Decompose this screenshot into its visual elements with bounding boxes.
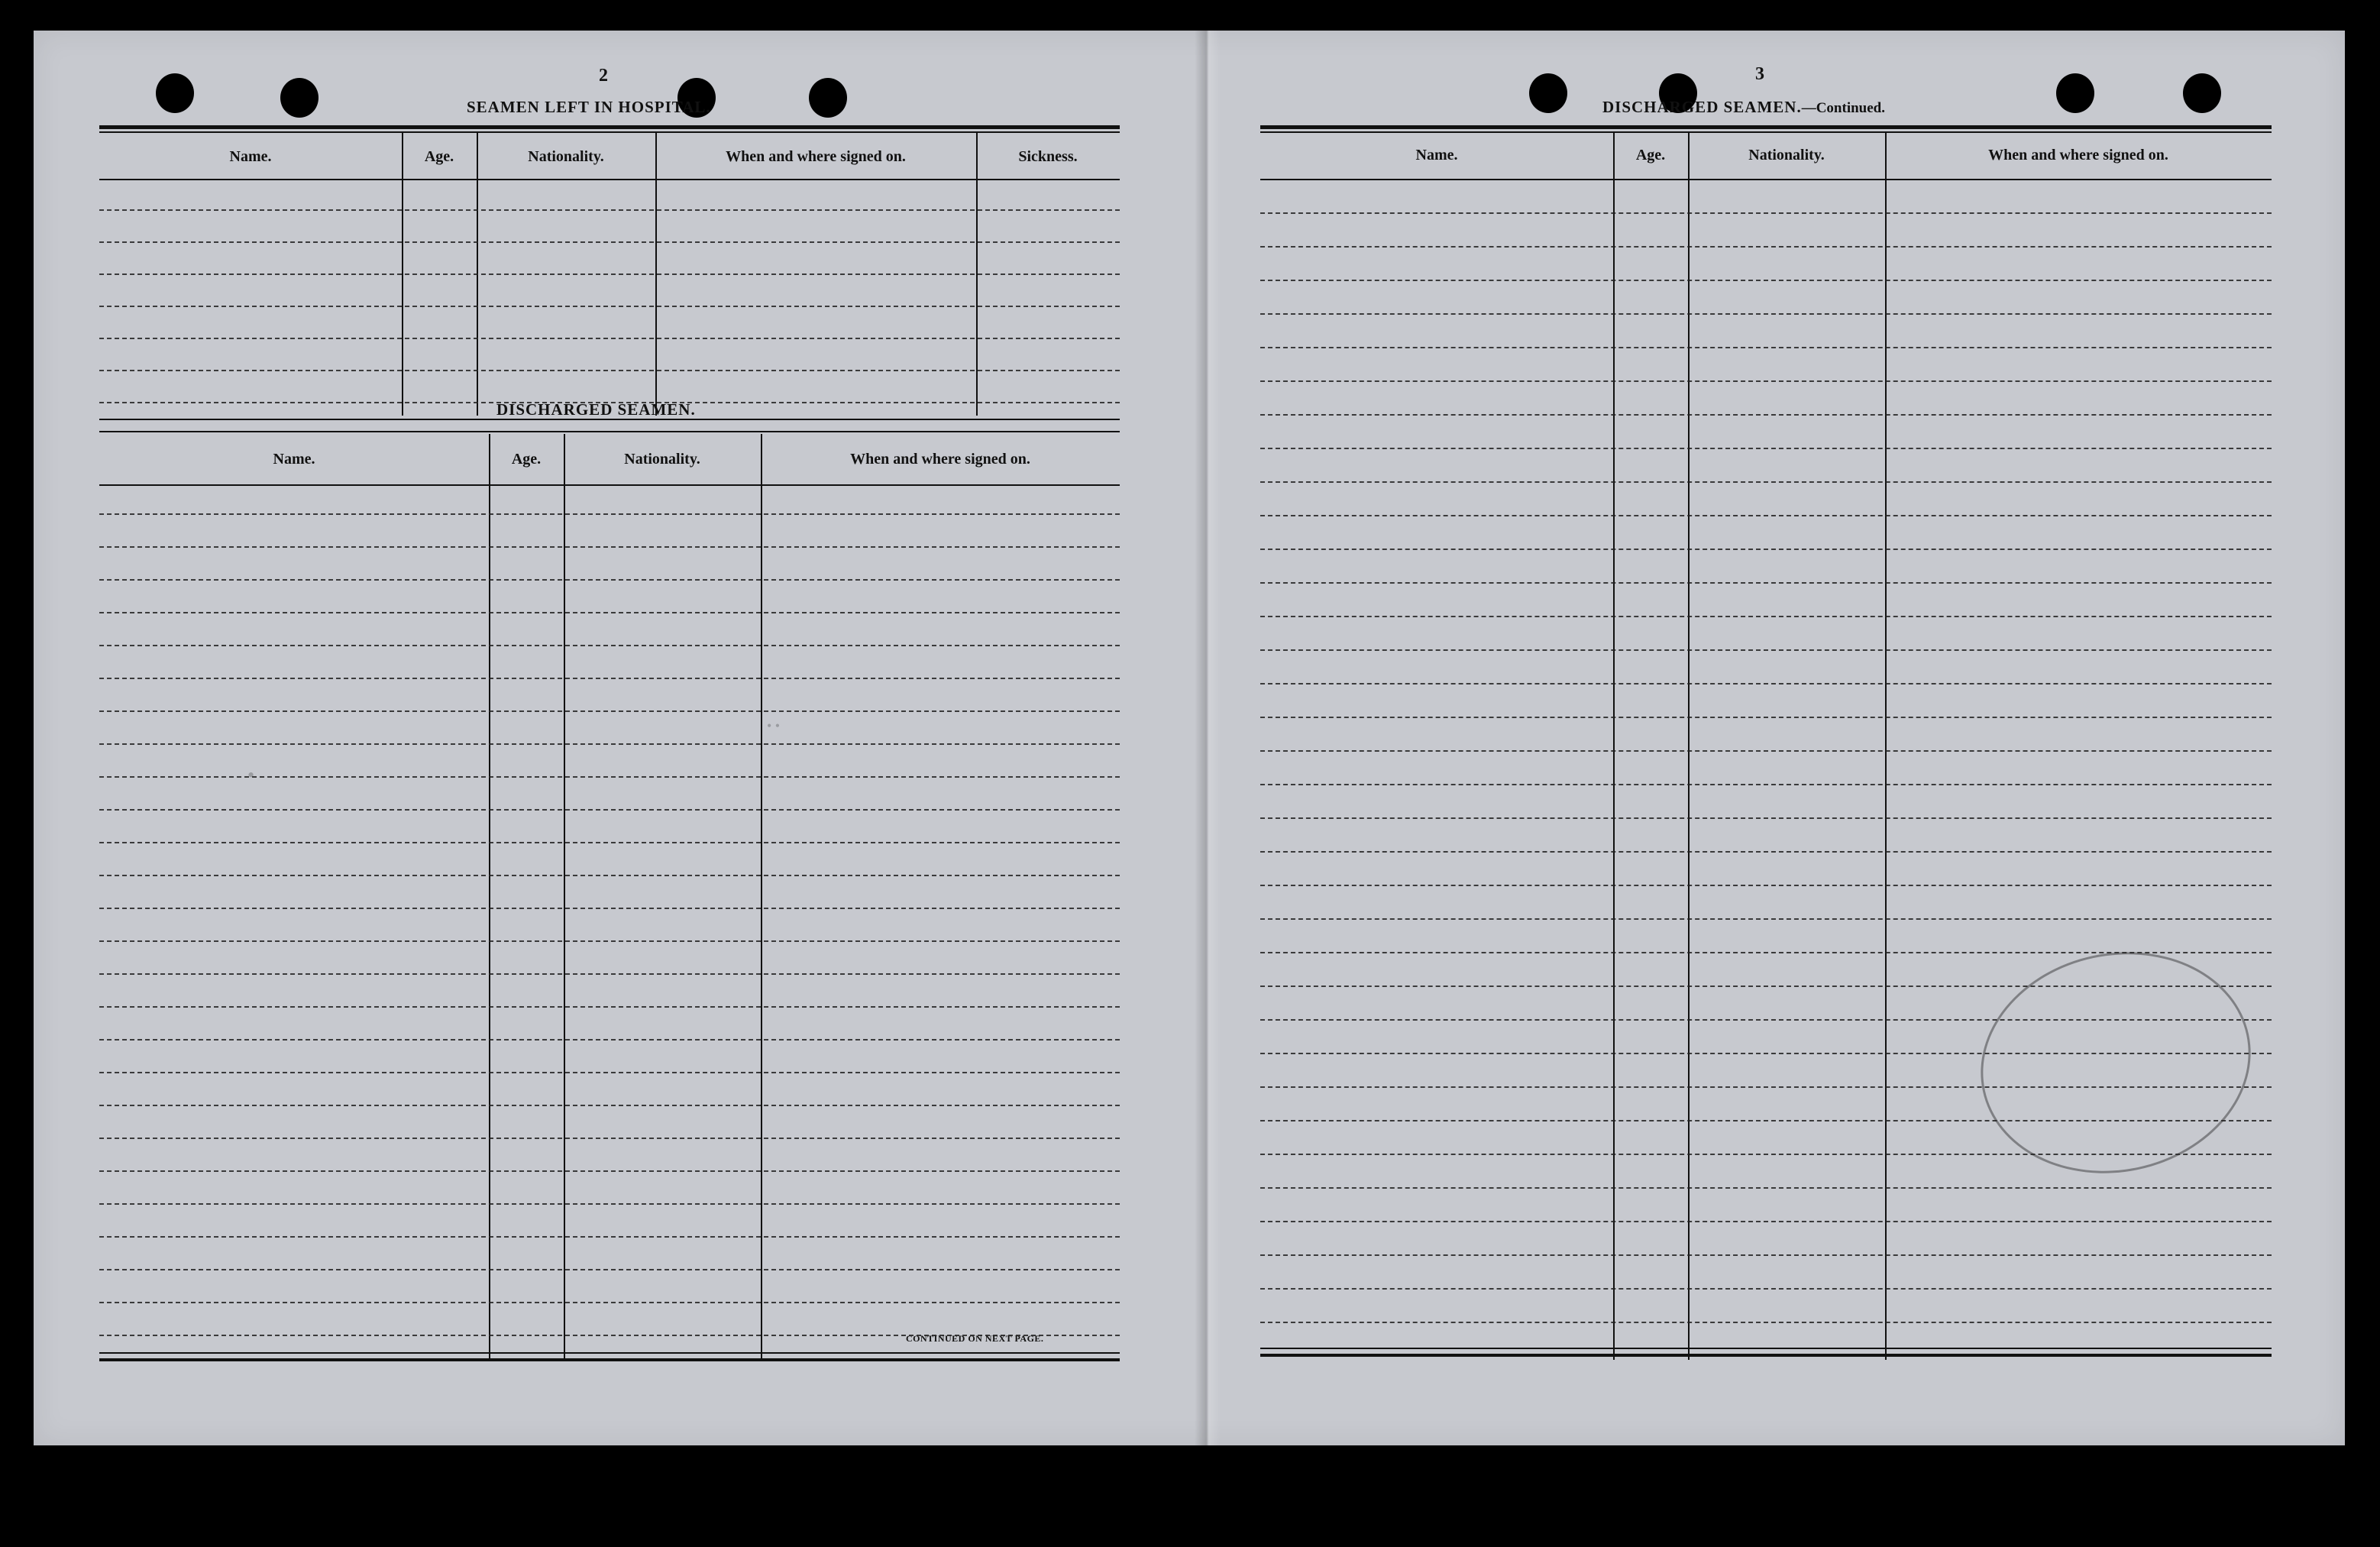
hospital-table <box>99 125 1120 423</box>
entry-row[interactable] <box>1260 280 2272 281</box>
discharged-continued-title <box>1602 98 1885 117</box>
entry-row[interactable] <box>99 273 1120 275</box>
entry-row[interactable] <box>1260 448 2272 449</box>
entry-row[interactable] <box>1260 649 2272 651</box>
entry-row[interactable] <box>1260 246 2272 248</box>
entry-row[interactable] <box>99 1006 1120 1008</box>
column-header-name: Name. <box>229 148 272 165</box>
entry-row[interactable] <box>99 645 1120 646</box>
discharged-section-title: DISCHARGED SEAMEN. <box>496 400 696 419</box>
discharged-table-right <box>1260 125 2272 1363</box>
entry-row[interactable] <box>1260 582 2272 584</box>
entry-row[interactable] <box>1260 784 2272 785</box>
entry-row[interactable] <box>1260 851 2272 853</box>
punch-hole <box>1529 73 1567 113</box>
entry-row[interactable] <box>99 1302 1120 1303</box>
entry-row[interactable] <box>99 678 1120 679</box>
entry-row[interactable] <box>1260 1187 2272 1189</box>
column-header-nationality: Nationality. <box>528 148 604 165</box>
column-header-age: Age. <box>424 148 454 165</box>
document-sheet <box>34 31 2345 1445</box>
entry-row[interactable] <box>99 546 1120 548</box>
punch-hole <box>2056 73 2094 113</box>
entry-row[interactable] <box>1260 1254 2272 1256</box>
entry-row[interactable] <box>99 1269 1120 1270</box>
entry-row[interactable] <box>1260 1322 2272 1323</box>
entry-row[interactable] <box>1260 481 2272 483</box>
entry-row[interactable] <box>1260 817 2272 819</box>
entry-row[interactable] <box>99 241 1120 243</box>
discharged-table-left <box>99 431 1120 1363</box>
entry-row[interactable] <box>99 776 1120 778</box>
entry-row[interactable] <box>1260 683 2272 684</box>
column-header-name: Name. <box>1415 147 1458 163</box>
entry-row[interactable] <box>99 743 1120 745</box>
entry-row[interactable] <box>99 612 1120 613</box>
column-header-signed-on: When and where signed on. <box>1988 147 2168 163</box>
entry-row[interactable] <box>99 306 1120 307</box>
entry-row[interactable] <box>99 973 1120 975</box>
page-number-left: 2 <box>599 66 608 86</box>
entry-row[interactable] <box>99 1236 1120 1238</box>
entry-row[interactable] <box>99 1203 1120 1205</box>
column-header-nationality: Nationality. <box>624 451 700 468</box>
column-header-name: Name. <box>273 451 315 468</box>
entry-row[interactable] <box>1260 885 2272 886</box>
entry-row[interactable] <box>99 1072 1120 1073</box>
entry-row[interactable] <box>99 579 1120 581</box>
entry-row[interactable] <box>99 809 1120 811</box>
punch-hole <box>2183 73 2221 113</box>
column-header-signed-on: When and where signed on. <box>726 148 906 165</box>
punch-hole <box>280 78 319 118</box>
bleed-through-mark: • <box>247 764 255 786</box>
entry-row[interactable] <box>99 338 1120 339</box>
entry-row[interactable] <box>1260 313 2272 315</box>
column-header-age: Age. <box>1635 147 1666 163</box>
entry-row[interactable] <box>99 842 1120 843</box>
bleed-through-mark: • • <box>767 718 781 733</box>
entry-row[interactable] <box>99 875 1120 876</box>
entry-row[interactable] <box>99 710 1120 712</box>
punch-hole <box>156 73 194 113</box>
page-number-right: 3 <box>1755 64 1764 84</box>
entry-row[interactable] <box>99 370 1120 371</box>
entry-row[interactable] <box>99 1039 1120 1041</box>
entry-row[interactable] <box>99 209 1120 211</box>
column-header-signed-on: When and where signed on. <box>850 451 1030 468</box>
entry-row[interactable] <box>99 513 1120 515</box>
center-fold <box>1195 31 1221 1445</box>
entry-row[interactable] <box>99 940 1120 942</box>
column-header-nationality: Nationality. <box>1748 147 1825 163</box>
entry-row[interactable] <box>1260 1221 2272 1222</box>
entry-row[interactable] <box>99 1105 1120 1106</box>
entry-row[interactable] <box>1260 414 2272 416</box>
entry-row[interactable] <box>99 1170 1120 1172</box>
entry-row[interactable] <box>1260 380 2272 382</box>
hospital-section-title: SEAMEN LEFT IN HOSPITAL. <box>467 98 711 116</box>
entry-row[interactable] <box>1260 616 2272 617</box>
entry-row[interactable] <box>1260 1288 2272 1290</box>
discharged-continued-suffix: —Continued. <box>1801 100 1885 116</box>
entry-row[interactable] <box>1260 717 2272 718</box>
entry-row[interactable] <box>1260 918 2272 920</box>
discharged-continued-title-main: DISCHARGED SEAMEN. <box>1602 98 1802 116</box>
entry-row[interactable] <box>99 908 1120 909</box>
column-header-age: Age. <box>511 451 542 468</box>
entry-row[interactable] <box>1260 212 2272 214</box>
entry-row[interactable] <box>1260 515 2272 516</box>
entry-row[interactable] <box>1260 347 2272 348</box>
entry-row[interactable] <box>99 1138 1120 1139</box>
entry-row[interactable] <box>1260 750 2272 752</box>
continued-note: CONTINUED ON NEXT PAGE. <box>906 1333 1044 1344</box>
punch-hole <box>809 78 847 118</box>
entry-row[interactable] <box>1260 549 2272 550</box>
column-header-sickness: Sickness. <box>1018 148 1078 165</box>
